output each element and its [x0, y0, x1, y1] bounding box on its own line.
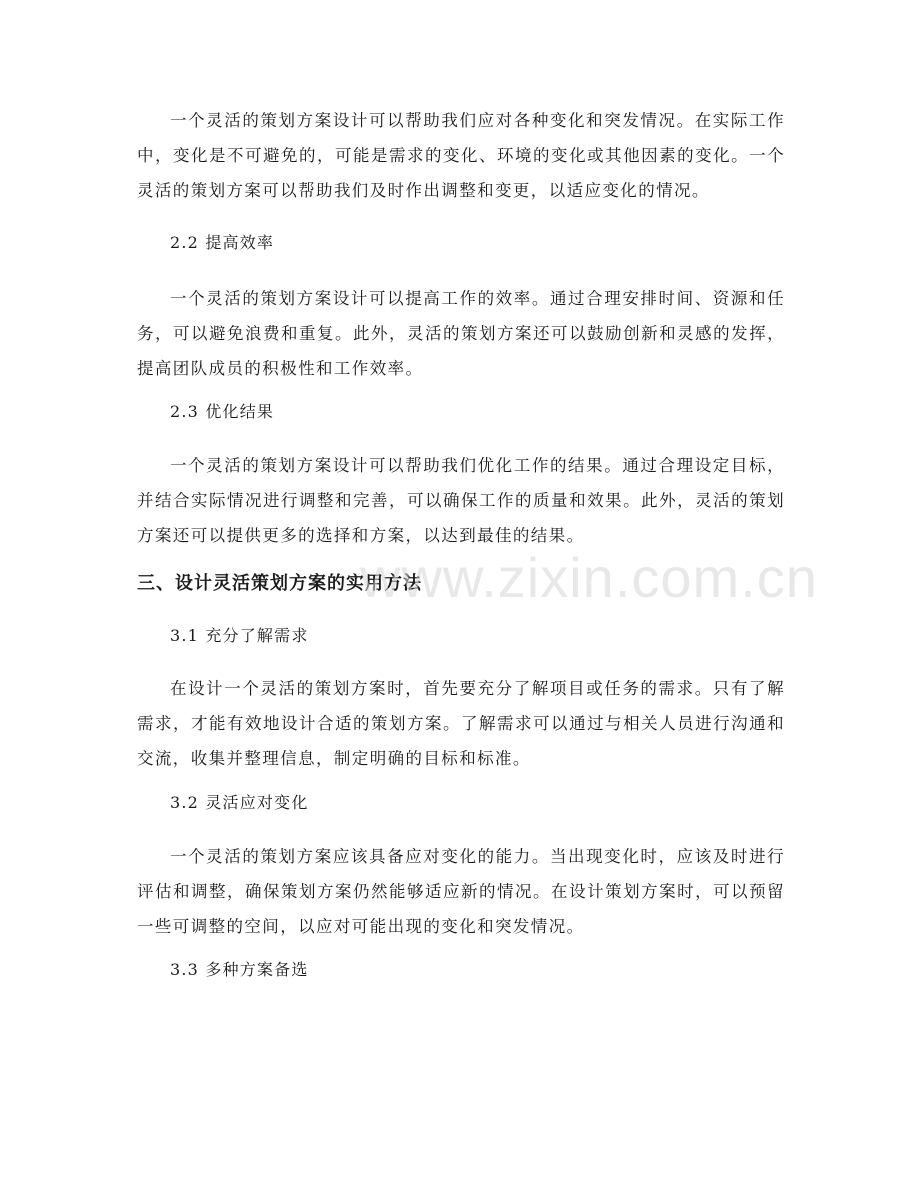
subheading-2-2: 2.2 提高效率: [170, 233, 275, 252]
section-heading-3: 三、设计灵活策划方案的实用方法: [137, 573, 422, 594]
subheading-3-1: 3.1 充分了解需求: [170, 626, 309, 645]
subheading-3-3: 3.3 多种方案备选: [170, 960, 309, 979]
subheading-3-2: 3.2 灵活应对变化: [170, 793, 309, 812]
subheading-2-3: 2.3 优化结果: [170, 402, 275, 421]
paragraph-3-1: 在设计一个灵活的策划方案时，首先要充分了解项目或任务的需求。只有了解需求，才能有效地设计合适的策划方案。了解需求可以通过与相关人员进行沟通和交流，收集并整理信息，制定明确的目标和标准。: [137, 679, 785, 768]
paragraph-flexible-change: 一个灵活的策划方案设计可以帮助我们应对各种变化和突发情况。在实际工作中，变化是不可避免的，可能是需求的变化、环境的变化或其他因素的变化。一个灵活的策划方案可以帮助我们及时作出调整和变更，以适应变化的情况。: [137, 111, 785, 200]
watermark: www.zixin.com.cn: [360, 546, 818, 609]
paragraph-2-3: 一个灵活的策划方案设计可以帮助我们优化工作的结果。通过合理设定目标，并结合实际情况进行调整和完善，可以确保工作的质量和效果。此外，灵活的策划方案还可以提供更多的选择和方案，以达到最佳的结果。: [137, 456, 785, 545]
paragraph-3-2: 一个灵活的策划方案应该具备应对变化的能力。当出现变化时，应该及时进行评估和调整，确保策划方案仍然能够适应新的情况。在设计策划方案时，可以预留一些可调整的空间，以应对可能出现的变化和突发情况。: [137, 847, 785, 936]
paragraph-2-2: 一个灵活的策划方案设计可以提高工作的效率。通过合理安排时间、资源和任务，可以避免浪费和重复。此外，灵活的策划方案还可以鼓励创新和灵感的发挥，提高团队成员的积极性和工作效率。: [137, 289, 785, 378]
